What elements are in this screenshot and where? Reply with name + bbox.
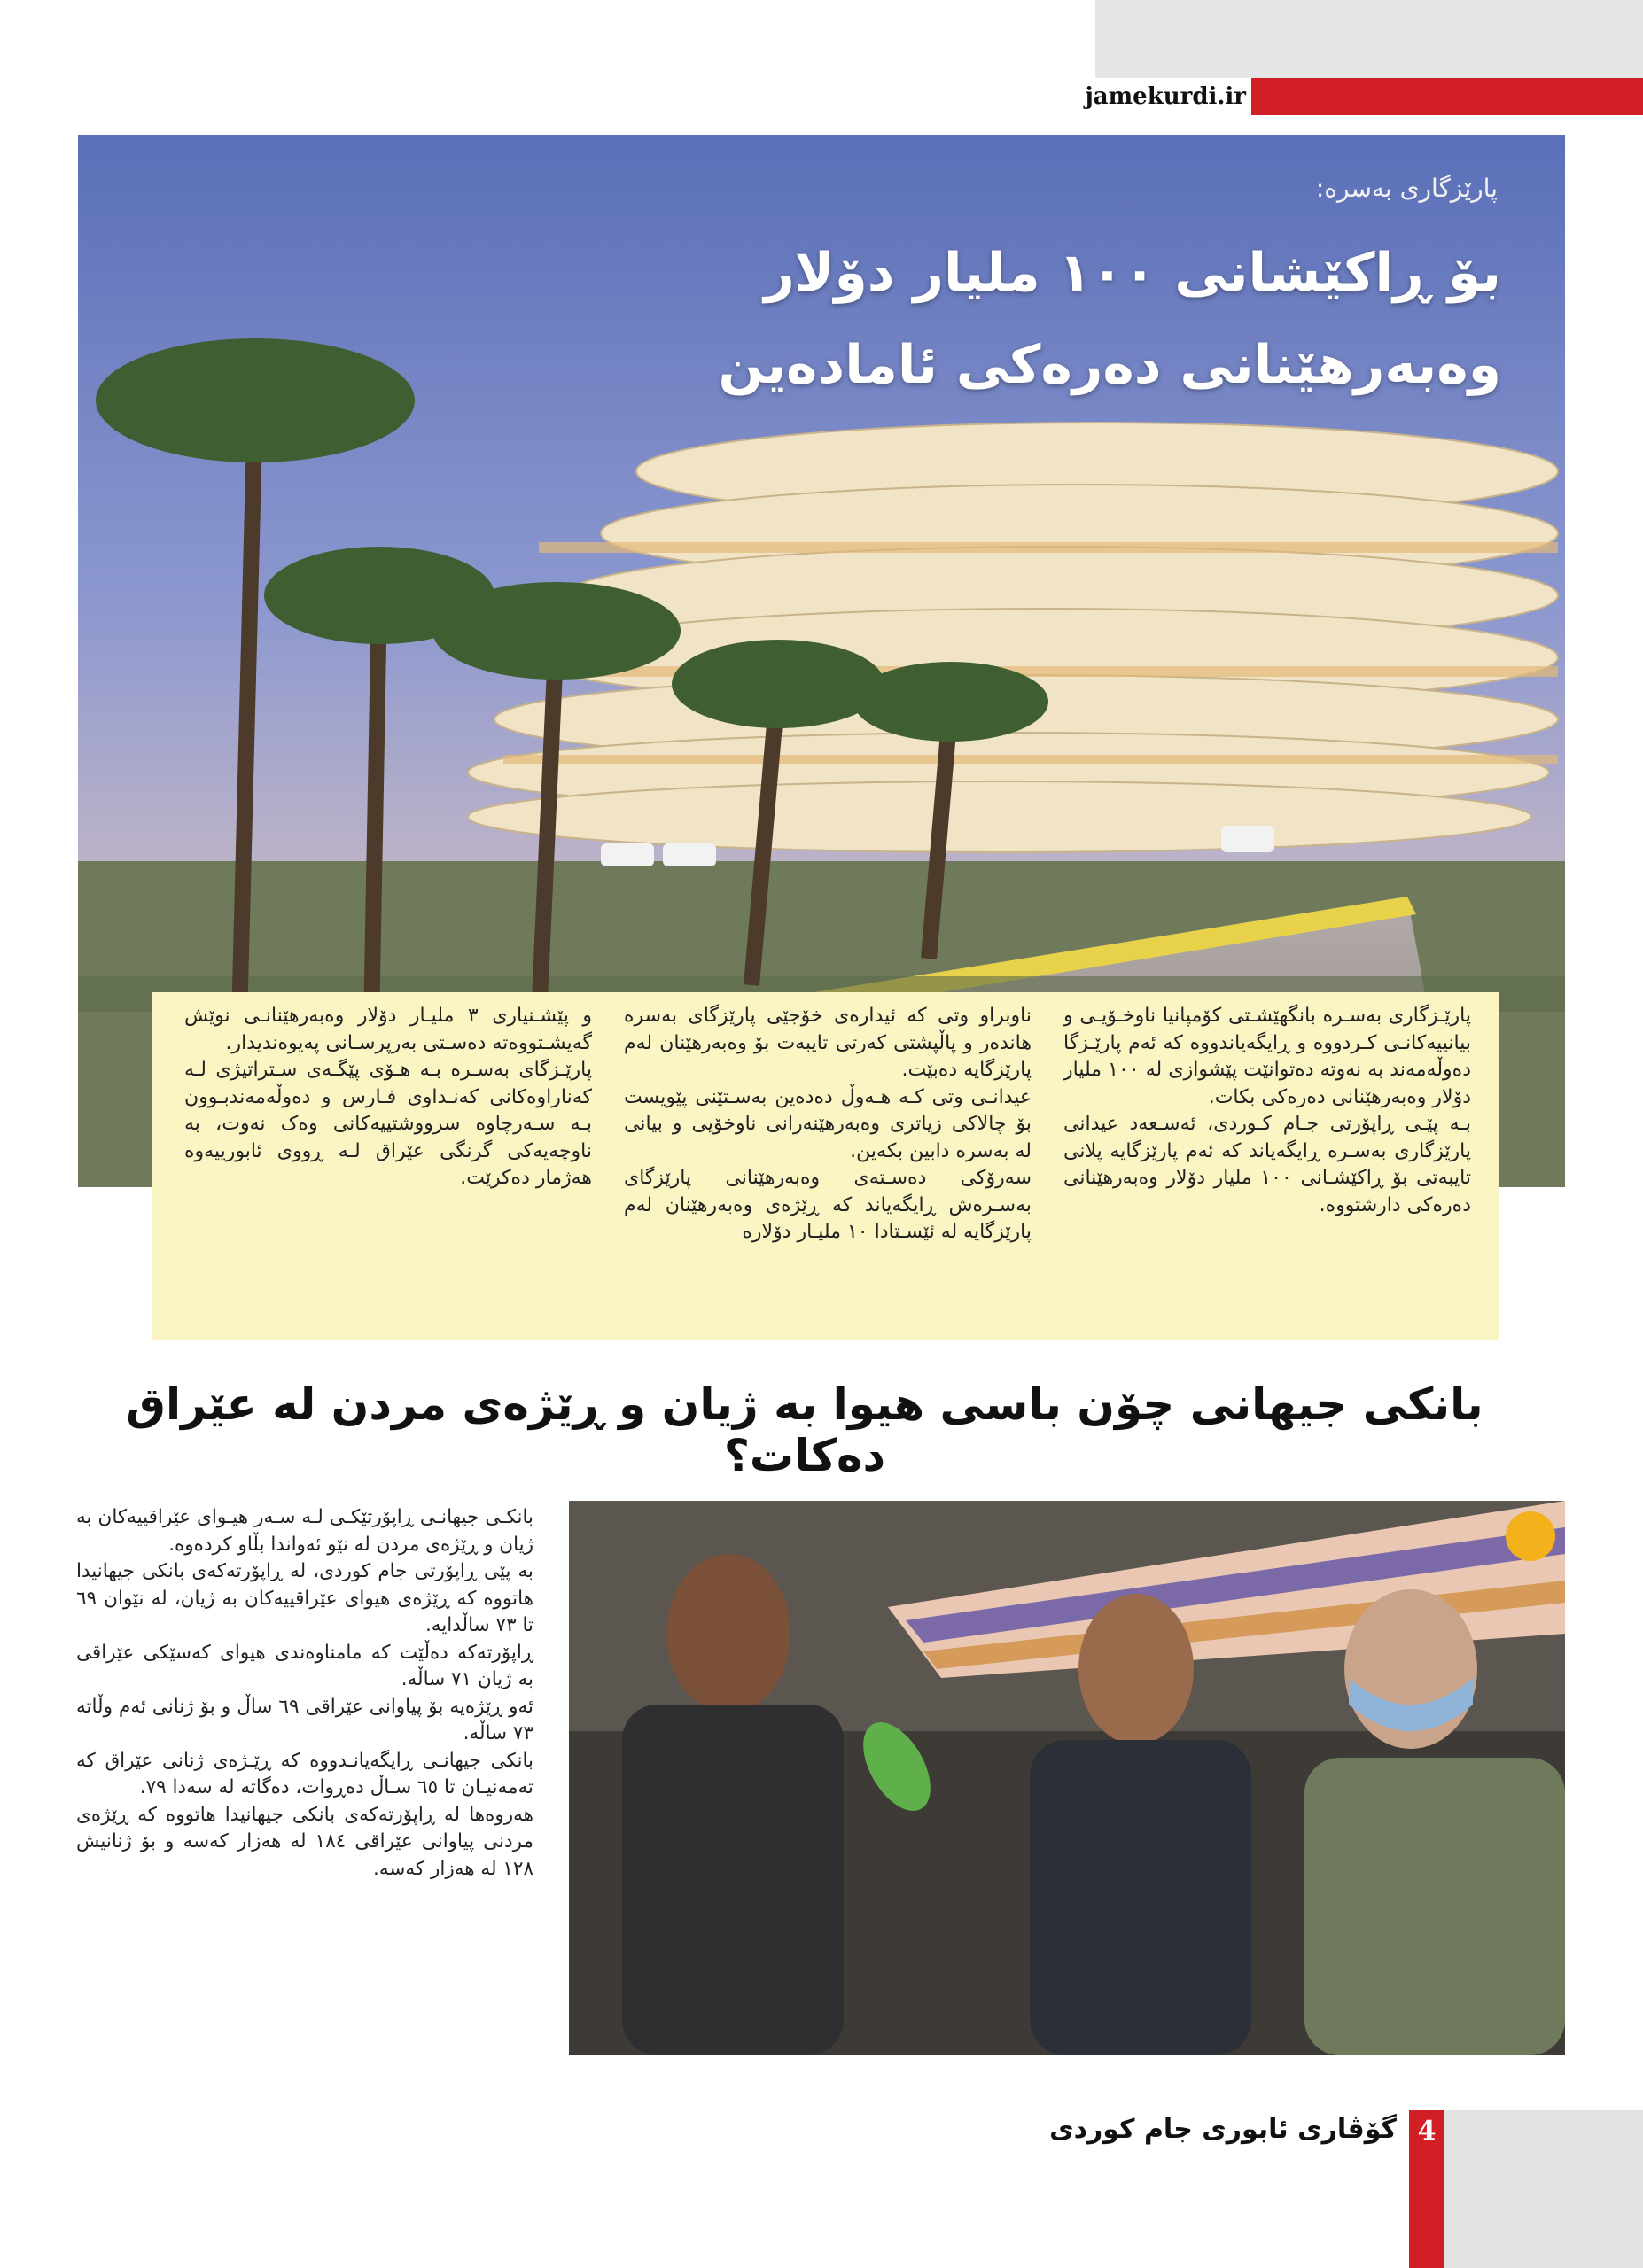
footer-gray-band [1443, 2110, 1643, 2268]
hero-kicker: پارێزگاری بەسرە: [1315, 174, 1498, 203]
paragraph: پارێـزگاری بەسـرە بانگهێشـتی کۆمپانیا ناوخـۆیـی و بیانییەکانـی کـردووە و ڕایگەیاندووە کە ئەم پارێـزگا دەوڵەمەند بە نەوتە دەتوانێت پێشوازی لە ١٠٠ ملیار دۆلار وەبەرهێنانی دەرەکی بکات. [1063, 1005, 1471, 1108]
hero-title [106, 227, 1501, 411]
paragraph: پارێـزگای بەسـرە بـە هـۆی پێگـەی سـتراتیژی لـە کەناراوەکانی کەنـداوی فـارس و دەوڵەمەندبـوون بـە سـەرچاوە سرووشتییەکانی وەک نەوت، بە ناوچەیەکی گرنگی عێراق لـە ڕووی ئابورییەوە هەژمار دەکرێت. [184, 1059, 592, 1189]
paragraph: بە پێی ڕاپۆرتی جام کوردی، لە ڕاپۆرتەکەی بانکی جیهانیدا هاتووە کە ڕێژەی هیوای عێراقییەکان بە ژیان، لە نێوان ٦٩ تا ٧٣ ساڵدایە. [76, 1560, 533, 1636]
paragraph: بـە پێـی ڕاپۆرتی جـام کـوردی، ئەسـعەد عیدانی پارێزگاری بەسـرە ڕایگەیاند کە ئەم پارێزگایە پلانی تایبەتی بۆ ڕاکێشـانی ١٠٠ ملیار دۆلار وەبەرهێنانی دەرەکی دارشتووە. [1063, 1113, 1471, 1216]
paragraph: سەرۆکی دەسـتەی وەبەرهێنانی پارێزگای بەسـرەش ڕایگەیاند کە ڕێژەی وەبەرهێنان لەم پارێزگایە لە ئێسـتادا ١٠ ملیـار دۆلارە [624, 1167, 1032, 1243]
article-2-title: بانکی جیهانی چۆن باسی هیوا بە ژیان و ڕێژەی مردن لە عێراق دەکات؟ [126, 1379, 1483, 1481]
article-2-body [76, 1504, 533, 1883]
header-red-band [1251, 78, 1643, 115]
magazine-name: گۆڤاری ئابوری جام کوردی [1049, 2114, 1397, 2145]
paragraph: و پێشـنیاری ٣ ملیـار دۆلار وەبەرهێنانـی نوێش گەیشـتووەتە دەسـتی بەرپرسـانی پەیوەندیدار. [184, 1005, 592, 1054]
article-1-column-middle [624, 1003, 1032, 1247]
article-1-column-left [184, 1003, 592, 1192]
paragraph: ڕاپۆرتەکە دەڵێت کە مامناوەندی هیوای کەسێکی عێراقی بە ژیان ٧١ ساڵە. [76, 1641, 533, 1690]
hero-title-line-1: بۆ ڕاکێشانی ١٠٠ ملیار دۆلار [764, 242, 1501, 304]
paragraph: ئەو ڕێژەیە بۆ پیاوانی عێراقی ٦٩ ساڵ و بۆ ژنانی ئەم وڵاتە ٧٣ ساڵە. [76, 1695, 533, 1744]
paragraph: بانکـی جیهانـی ڕاپۆرتێکـی لـە سـەر هیـوای عێراقییەکان بە ژیان و ڕێژەی مردن لە نێو ئەواندا بڵاو کردەوە. [76, 1506, 533, 1556]
hero-title-line-2: وەبەرهێنانی دەرەکی ئامادەین [718, 334, 1501, 396]
market-photo [569, 1501, 1565, 2055]
paragraph: هەروەها لە ڕاپۆرتەکەی بانکی جیهانیدا هاتووە کە ڕێژەی مردنی پیاوانی عێراقی ١٨٤ لە هەزار کەسە و بۆ ژنانیش ١٢٨ لە هەزار کەسە. [76, 1803, 533, 1880]
site-url[interactable]: jamekurdi.ir [1085, 83, 1246, 110]
paragraph: عیدانـی وتی کـە هـەوڵ دەدەین بەسـتێنی پێویست بۆ چالاکی زیاتری وەبەرهێنەرانی ناوخۆیی و بیانی لە بەسرە دابین بکەین. [624, 1085, 1032, 1162]
header-gray-band [1095, 0, 1643, 78]
paragraph: ناوبراو وتی کە ئیدارەی خۆجێی پارێزگای بەسرە هاندەر و پاڵپشتی کەرتی تایبەت بۆ وەبەرهێنان لەم پارێزگایە دەبێت. [624, 1005, 1032, 1081]
page-number: 4 [1417, 2116, 1437, 2147]
article-1-column-right [1063, 1003, 1471, 1219]
paragraph: بانکی جیهانـی ڕایگەیانـدووە کە ڕێـژەی ژنانی عێراق کە تەمەنیـان تا ٦٥ سـاڵ دەڕوات، دەگاتە لە سەدا ٧٩. [76, 1749, 533, 1798]
